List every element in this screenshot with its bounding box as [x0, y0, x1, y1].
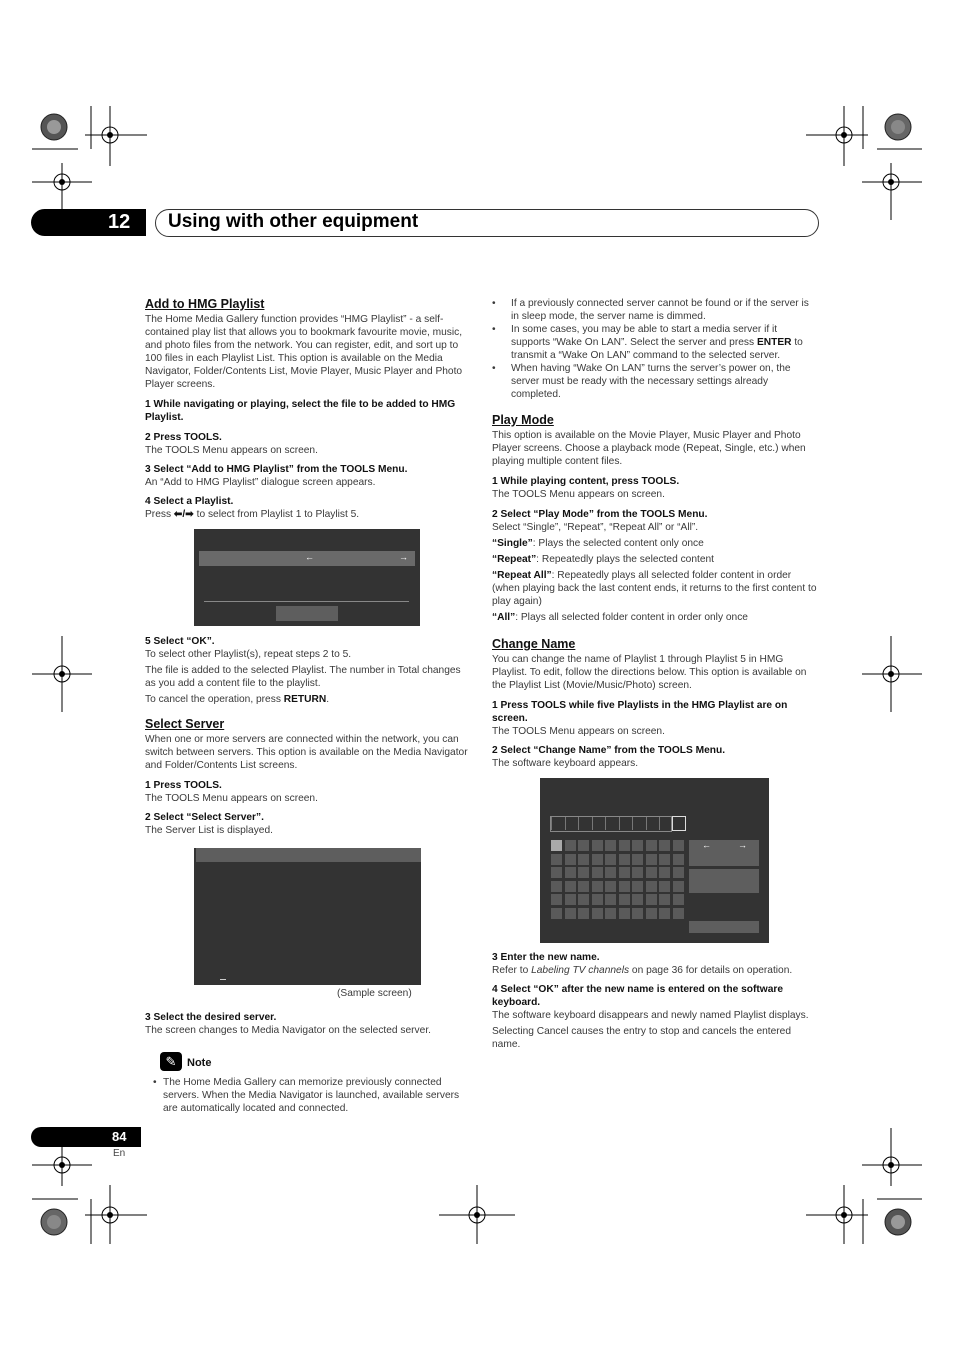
- keyboard-key: [632, 908, 643, 919]
- keyboard-key: [551, 867, 562, 878]
- keyboard-key: [659, 840, 670, 851]
- keyboard-key: [592, 894, 603, 905]
- text: Press: [145, 509, 172, 520]
- section-title-play-mode: Play Mode: [492, 413, 554, 427]
- step-description: To select other Playlist(s), repeat steps 2 to 5.: [145, 649, 352, 660]
- step-heading: 3 Select “Add to HMG Playlist” from the TOOLS Menu.: [145, 464, 408, 475]
- keyboard-key: [619, 894, 630, 905]
- keyboard-key: [632, 840, 643, 851]
- entry-box: [646, 817, 647, 830]
- keyboard-key: [605, 908, 616, 919]
- step-heading: 2 Select “Change Name” from the TOOLS Menu.: [492, 745, 726, 756]
- mode-item: [492, 553, 818, 566]
- step-heading: 3 Enter the new name.: [492, 952, 600, 963]
- right-column-cont: [492, 951, 818, 1051]
- step-heading: 1 While navigating or playing, select the file to be added to HMG Playlist.: [145, 399, 456, 423]
- keyboard-key: [646, 854, 657, 865]
- step-description: [492, 964, 818, 977]
- keyboard-key: [646, 867, 657, 878]
- entry-box: [632, 817, 633, 830]
- step-heading: 2 Press TOOLS.: [145, 432, 222, 443]
- keyboard-key: [619, 881, 630, 892]
- note-label: Note: [187, 1057, 212, 1069]
- text: : Plays all selected folder content in order only once: [515, 612, 748, 623]
- keyboard-key: [578, 894, 589, 905]
- entry-box: [659, 817, 660, 830]
- left-column-cont: [145, 635, 470, 837]
- keyboard-key: [646, 894, 657, 905]
- keyboard-key: [619, 867, 630, 878]
- keyboard-key: [551, 854, 562, 865]
- entry-box: [619, 817, 620, 830]
- keyboard-key: [659, 908, 670, 919]
- step-heading: 2 Select “Play Mode” from the TOOLS Menu.: [492, 509, 708, 520]
- server-list-header: [196, 848, 421, 862]
- step-description: An “Add to HMG Playlist” dialogue screen appears.: [145, 477, 376, 488]
- keyboard-key: [632, 867, 643, 878]
- paragraph: The file is added to the selected Playlist. The number in Total changes as you add a content file to the playlist.: [145, 665, 461, 689]
- keyboard-key: [673, 881, 684, 892]
- text: To cancel the operation, press: [145, 694, 281, 705]
- keyboard-key: [646, 840, 657, 851]
- keyboard-key: [659, 867, 670, 878]
- keyboard-key: [551, 840, 562, 851]
- paragraph: You can change the name of Playlist 1 through Playlist 5 in HMG Playlist. To edit, follow the directions below. This option is available on the Playlist List (Movie/Music/Photo) screen.: [492, 654, 807, 691]
- page-title: Using with other equipment: [168, 211, 419, 232]
- mode-selector: [689, 840, 759, 866]
- keyboard-key: [659, 854, 670, 865]
- keyboard-key: [605, 854, 616, 865]
- text: : Repeatedly plays all selected folder content in order (when playing back the last content ends, it returns to the first content to play again): [492, 570, 817, 607]
- keyboard-key: [578, 908, 589, 919]
- keyboard-key: [578, 854, 589, 865]
- step-description: The software keyboard disappears and newly named Playlist displays.: [492, 1010, 809, 1021]
- mode-name: “Repeat”: [492, 554, 537, 565]
- text: to select from Playlist 1 to Playlist 5.: [196, 509, 360, 520]
- language-code: En: [113, 1148, 126, 1159]
- software-keyboard-screen: [540, 778, 769, 943]
- divider: [204, 601, 409, 602]
- sample-screen-caption: (Sample screen): [337, 988, 412, 999]
- right-column: [492, 297, 818, 770]
- keyboard-key: [659, 894, 670, 905]
- arrow-right-icon: →: [738, 840, 747, 850]
- mode-name: “All”: [492, 612, 516, 623]
- arrow-keys-icon: ⬅/➡: [173, 509, 194, 520]
- left-column-cont2: [145, 1011, 470, 1037]
- text: In some cases, you may be able to start a media server if it supports “Wake On LAN”. Select the server and press: [511, 324, 778, 348]
- keyboard-key: [619, 840, 630, 851]
- paragraph: This option is available on the Movie Player, Music Player and Photo Player screens. Choose a playback mode (Repeat, Single, etc.) when playing multiple content files.: [492, 430, 806, 467]
- keyboard-key: [578, 840, 589, 851]
- keyboard-key: [619, 908, 630, 919]
- keyboard-key: [551, 894, 562, 905]
- mode-item: [492, 537, 818, 550]
- paragraph: Selecting Cancel causes the entry to stop and cancels the entered name.: [492, 1026, 792, 1050]
- keyboard-key: [565, 854, 576, 865]
- page-number: 84: [112, 1129, 127, 1144]
- step-description: The TOOLS Menu appears on screen.: [145, 793, 318, 804]
- keyboard-key: [565, 867, 576, 878]
- step-description: The screen changes to Media Navigator on the selected server.: [145, 1025, 431, 1036]
- step-description: Select “Single”, “Repeat”, “Repeat All” or “All”.: [492, 522, 699, 533]
- step-description: The TOOLS Menu appears on screen.: [492, 726, 665, 737]
- key-name: ENTER: [756, 337, 792, 348]
- ok-button: [689, 921, 759, 933]
- section-title-select-server: Select Server: [145, 717, 225, 731]
- mode-item: [492, 611, 818, 624]
- section-title-change-name: Change Name: [492, 637, 576, 651]
- entry-box: [565, 817, 566, 830]
- bullet: • When having “Wake On LAN” turns the server’s power on, the server must be ready with the necessary settings already completed.: [492, 362, 818, 401]
- chapter-number: 12: [108, 211, 131, 233]
- keyboard-key: [565, 840, 576, 851]
- step-description: The Server List is displayed.: [145, 825, 273, 836]
- step-description: The TOOLS Menu appears on screen.: [492, 489, 665, 500]
- step-heading: 1 Press TOOLS.: [145, 780, 222, 791]
- keyboard-key: [592, 881, 603, 892]
- entry-box: [551, 817, 552, 830]
- text: Refer to: [492, 965, 529, 976]
- text: on page 36 for details on operation.: [631, 965, 793, 976]
- keyboard-key: [551, 881, 562, 892]
- keyboard-key: [646, 908, 657, 919]
- keyboard-key: [673, 854, 684, 865]
- mode-name: “Single”: [492, 538, 533, 549]
- text: : Plays the selected content only once: [532, 538, 704, 549]
- add-to-playlist-screen: [194, 529, 420, 626]
- text: : Repeatedly plays the selected content: [536, 554, 715, 565]
- keyboard-key: [592, 854, 603, 865]
- keyboard-key: [646, 881, 657, 892]
- step-heading: 1 While playing content, press TOOLS.: [492, 476, 680, 487]
- entry-box: [605, 817, 606, 830]
- step-description: The software keyboard appears.: [492, 758, 639, 769]
- step-heading: 1 Press TOOLS while five Playlists in the HMG Playlist are on screen.: [492, 700, 788, 724]
- arrow-left-icon: ←: [305, 552, 314, 562]
- keyboard-key: [605, 867, 616, 878]
- text: to transmit a “Wake On LAN” command to the selected server.: [511, 337, 803, 361]
- step-description: [145, 508, 470, 521]
- keyboard-key: [565, 881, 576, 892]
- mode-name: “Repeat All”: [492, 570, 552, 581]
- keyboard-key: [592, 908, 603, 919]
- ok-button: [276, 606, 338, 621]
- entry-box: [592, 817, 593, 830]
- note-bullet: • The Home Media Gallery can memorize previously connected servers. When the Media Navigator is launched, available servers are automatically located and connected.: [153, 1076, 475, 1115]
- keyboard-key: [592, 840, 603, 851]
- keyboard-key: [673, 840, 684, 851]
- note-icon: ✎: [160, 1052, 182, 1071]
- keyboard-key: [619, 854, 630, 865]
- keyboard-key: [632, 881, 643, 892]
- left-column: [145, 297, 470, 521]
- keyboard-key: [632, 894, 643, 905]
- section-title-add-to-hmg-playlist: Add to HMG Playlist: [145, 297, 265, 311]
- step-heading: 3 Select the desired server.: [145, 1012, 277, 1023]
- keyboard-key: [551, 908, 562, 919]
- keyboard-key: [578, 867, 589, 878]
- keyboard-key: [605, 840, 616, 851]
- paragraph: The Home Media Gallery function provides “HMG Playlist” - a self-contained play list that allows you to bookmark favourite movie, music, and photo files from the network. You can register, edit, and sort up to 100 files in each Playlist List. This option is available on the Media Navigator, Folder/Contents List, Movie Player, Music Player and Photo Player screens.: [145, 314, 463, 390]
- step-heading: 5 Select “OK”.: [145, 636, 215, 647]
- entry-cursor-box: [672, 816, 686, 831]
- name-entry-field: [550, 816, 672, 832]
- text: .: [326, 694, 330, 705]
- step-heading: 4 Select a Playlist.: [145, 496, 234, 507]
- keyboard-key: [592, 867, 603, 878]
- bullet: [492, 323, 818, 362]
- keyboard-key: [673, 894, 684, 905]
- server-list-screen: [194, 848, 421, 985]
- step-heading: 2 Select “Select Server”.: [145, 812, 264, 823]
- keyboard-key: [673, 908, 684, 919]
- keyboard-key: [673, 867, 684, 878]
- keyboard-key: [605, 894, 616, 905]
- bullet: • If a previously connected server cannot be found or if the server is in sleep mode, the server name is dimmed.: [492, 297, 818, 323]
- mode-item: [492, 569, 818, 608]
- arrow-right-icon: →: [399, 552, 408, 562]
- step-heading: 4 Select “OK” after the new name is entered on the software keyboard.: [492, 984, 783, 1008]
- step-description: The TOOLS Menu appears on screen.: [145, 445, 318, 456]
- keyboard-key: [578, 881, 589, 892]
- option-panel: [689, 869, 759, 893]
- key-name: RETURN: [283, 694, 327, 705]
- paragraph: When one or more servers are connected within the network, you can switch between servers. This option is available on the Media Navigator and Folder/Contents List screens.: [145, 734, 468, 771]
- cross-reference: Labeling TV channels: [531, 965, 630, 976]
- arrow-left-icon: ←: [702, 840, 711, 850]
- entry-box: [578, 817, 579, 830]
- keyboard-key: [565, 894, 576, 905]
- keyboard-key: [659, 881, 670, 892]
- paragraph: [145, 693, 470, 706]
- keyboard-key: [565, 908, 576, 919]
- keyboard-key: [605, 881, 616, 892]
- cursor: [220, 979, 226, 980]
- keyboard-key: [632, 854, 643, 865]
